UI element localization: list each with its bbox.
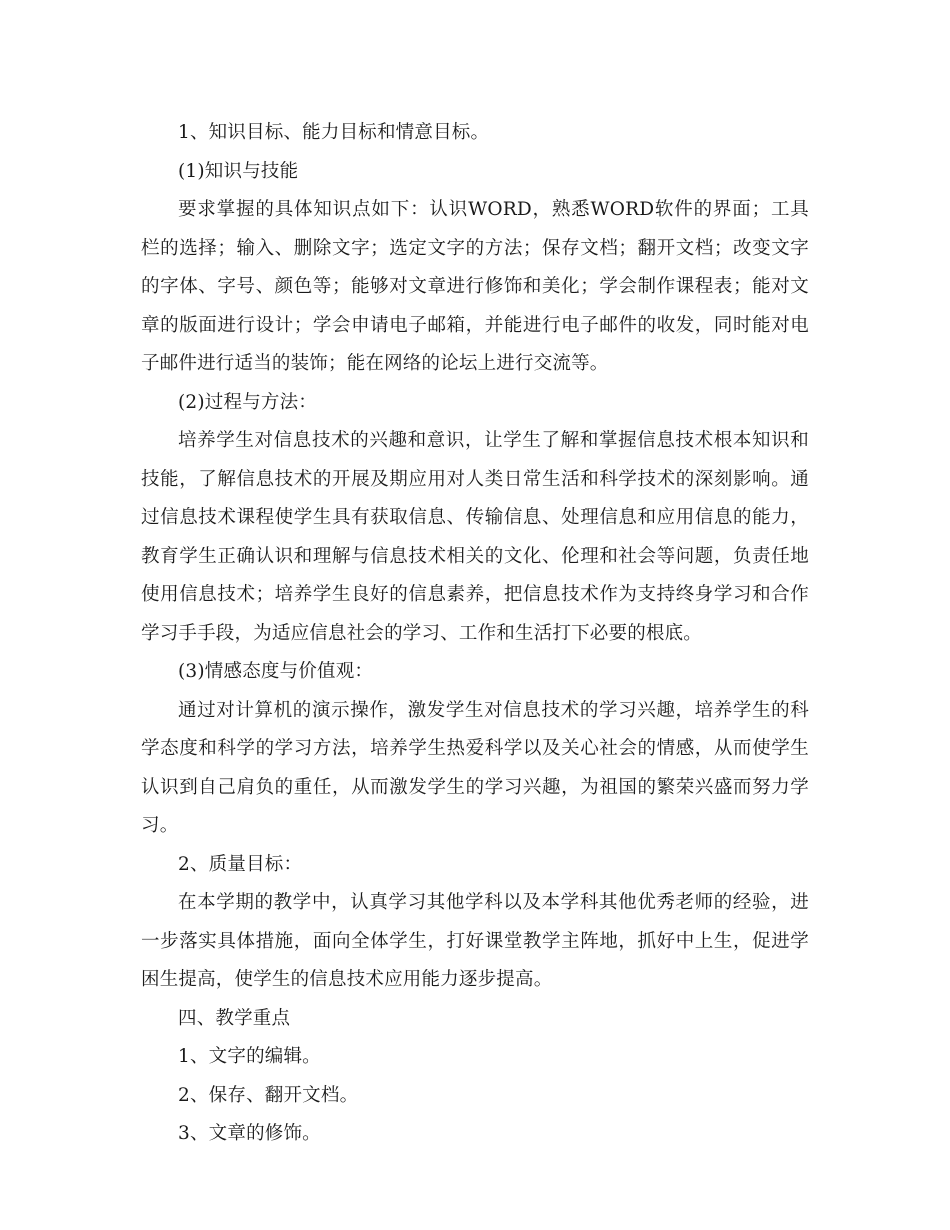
list-item-save-open: 2、保存、翻开文档。: [178, 1084, 359, 1106]
subheading-process-methods: (2)过程与方法：: [178, 391, 318, 413]
subheading-attitude-values: (3)情感态度与价值观：: [178, 661, 374, 682]
list-item-text-editing: 1、文字的编辑。: [178, 1046, 321, 1067]
paragraph-knowledge-points: 要求掌握的具体知识点如下：认识WORD，熟悉WORD软件的界面；工具栏的选择；输入、删除文字；选定文字的方法；保存文档；翻开文档；改变文字的字体、字号、颜色等；能够对文章进行修饰和美化；学会制作课程表；能对文章的版面进行设计；学会申请电子邮箱，并能进行电子邮件的收发，同时能对电子邮件进行适当的装饰；能在网络的论坛上进行交流等。: [141, 199, 809, 374]
heading-quality-goals: 2、质量目标：: [178, 853, 303, 875]
document-body: [141, 114, 809, 1154]
paragraph-quality-goals: 在本学期的教学中，认真学习其他学科以及本学科其他优秀老师的经验，进一步落实具体措施，面向全体学生，打好课堂教学主阵地，抓好中上生，促进学困生提高，使学生的信息技术应用能力逐步提高。: [141, 892, 809, 990]
heading-objectives: 1、知识目标、能力目标和情意目标。: [178, 122, 490, 143]
list-item-decoration: 3、文章的修饰。: [178, 1123, 321, 1144]
heading-teaching-focus: 四、教学重点: [178, 1007, 291, 1029]
paragraph-process-methods: 培养学生对信息技术的兴趣和意识，让学生了解和掌握信息技术根本知识和技能，了解信息技术的开展及期应用对人类日常生活和科学技术的深刻影响。通过信息技术课程使学生具有获取信息、传输信息、处理信息和应用信息的能力，教育学生正确认识和理解与信息技术相关的文化、伦理和社会等问题，负责任地使用信息技术；培养学生良好的信息素养，把信息技术作为支持终身学习和合作学习手手段，为适应信息社会的学习、工作和生活打下必要的根底。: [141, 430, 809, 644]
paragraph-attitude-values: 通过对计算机的演示操作，激发学生对信息技术的学习兴趣，培养学生的科学态度和科学的学习方法，培养学生热爱科学以及关心社会的情感，从而使学生认识到自己肩负的重任，从而激发学生的学习兴趣，为祖国的繁荣兴盛而努力学习。: [141, 699, 809, 836]
subheading-knowledge-skills: (1)知识与技能: [178, 160, 299, 182]
